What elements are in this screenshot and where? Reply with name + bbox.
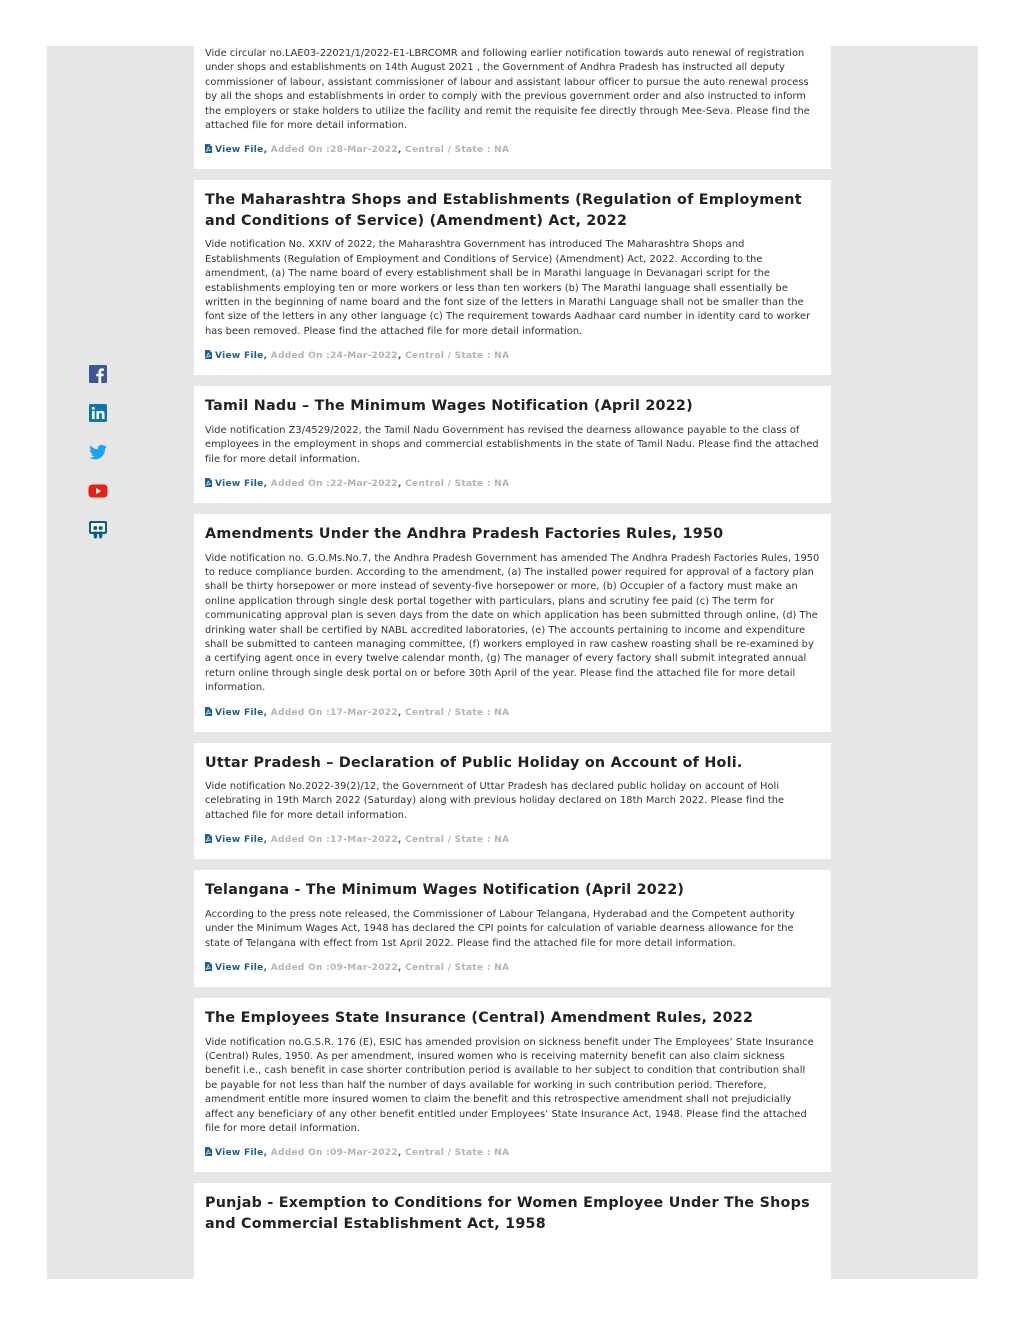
view-file-link[interactable] [205,708,264,718]
card-title: Tamil Nadu – The Minimum Wages Notification (April 2022) [205,398,693,415]
facebook-icon[interactable] [88,364,108,384]
meta-separator: , [397,1148,402,1159]
card-description: Vide notification Z3/4529/2022, the Tamil Nadu Government has revised the dearness allowance payable to the class of employees in the employment in shops and commercial establishments in the state of Tamil Nadu. Please find the attached file for more detail information. [205,424,819,465]
slideshare-icon[interactable] [88,520,108,540]
added-on-date: 22-Mar-2022 [330,479,398,489]
pdf-file-icon [205,708,215,718]
meta-separator: , [263,479,268,489]
pdf-file-icon [205,479,215,489]
card-description: Vide circular no.LAE03-22021/1/2022-E1-LBRCOMR and following earlier notification towards auto renewal of registration under shops and establishments on 14th August 2021 , the Government of Andhra Pradesh has instructed all deputy commissioner of labour, assistant commissioner of labour and assistant labour officer to pursue the auto renewal process by all the shops and establishments in order to comply with the previous government order and also instructed to inform the employers or stake holders to utilize the facility and remit the requisite fee directly through Mee-Seva. Please find the attached file for more detail information. [205,48,810,132]
view-file-label: View File [215,963,264,973]
view-file-link[interactable] [205,145,264,155]
meta-separator: , [263,707,268,718]
view-file-label: View File [215,835,264,846]
social-share-bar [88,364,110,559]
notification-card [194,386,831,503]
youtube-icon[interactable] [88,481,108,501]
view-file-label: View File [215,479,264,489]
card-description: Vide notification no.G.S.R. 176 (E), ESIC has amended provision on sickness benefit under The Employees’ State Insurance (Central) Rules, 1950. As per amendment, insured women who is receiving maternity benefit can also claim sickness benefit i.e., cash benefit in case shorter contribution period is available to her subject to condition that contribution shall be payable for not less than half the number of days available for working in such contribution period. Therefore, amendment entitle more insured women to claim the benefit and this retrospective amendment shall not prejudicially affect any beneficiary of any other benefit entitled under Employees’ State Insurance Act, 1948. Please find the attached file for more detail information. [205,1036,814,1134]
added-on-label: Added On : [270,835,331,846]
card-title: Punjab - Exemption to Conditions for Women Employee Under The Shops and Commercial Establishment Act, 1958 [205,1195,810,1232]
pdf-file-icon [205,351,215,361]
view-file-link[interactable] [205,835,264,845]
meta-separator: , [263,351,268,362]
scope-label: Central / State : NA [405,479,510,489]
added-on-date: 09-Mar-2022 [330,963,398,973]
linkedin-icon[interactable] [88,403,108,423]
view-file-label: View File [215,351,264,362]
scope-label: Central / State : NA [405,707,510,718]
card-title: Amendments Under the Andhra Pradesh Factories Rules, 1950 [205,526,724,542]
view-file-label: View File [215,707,264,718]
added-on-date: 17-Mar-2022 [330,835,398,846]
notification-card [194,514,831,732]
meta-separator: , [263,835,268,846]
card-title: The Employees State Insurance (Central) Amendment Rules, 2022 [205,1010,754,1026]
card-description: According to the press note released, the Commissioner of Labour Telangana, Hyderabad and the Competent authority under the Minimum Wages Act, 1948 has declared the CPI points for calculation of variable dearness allowance for the state of Telangana with effect from 1st April 2022. Please find the attached file for more detail information. [205,908,795,949]
meta-separator: , [397,707,402,718]
card-meta [205,350,820,375]
meta-separator: , [397,479,402,489]
card-meta [205,144,820,169]
view-file-link[interactable] [205,1148,264,1158]
card-meta [205,478,820,503]
notification-feed [194,46,831,1305]
meta-separator: , [397,145,402,156]
notification-card [194,1183,831,1294]
notification-card [194,870,831,987]
card-title: Telangana - The Minimum Wages Notification (April 2022) [205,882,685,899]
meta-separator: , [263,963,268,973]
notification-card [194,180,831,375]
added-on-date: 28-Mar-2022 [330,145,398,156]
card-meta [205,1147,820,1172]
meta-separator: , [397,835,402,846]
scope-label: Central / State : NA [405,145,510,156]
pdf-file-icon [205,835,215,845]
meta-separator: , [397,963,402,973]
scope-label: Central / State : NA [405,963,510,973]
added-on-label: Added On : [270,707,331,718]
notification-card [194,46,831,169]
pdf-file-icon [205,1148,215,1158]
pdf-file-icon [205,145,215,155]
scope-label: Central / State : NA [405,1148,510,1159]
view-file-label: View File [215,1148,264,1159]
card-title: The Maharashtra Shops and Establishments (Regulation of Employment and Conditions of Service) (Amendment) Act, 2022 [205,192,802,229]
added-on-date: 09-Mar-2022 [330,1148,398,1159]
added-on-label: Added On : [270,963,331,973]
card-description: Vide notification No.2022-39(2)/12, the Government of Uttar Pradesh has declared public holiday on account of Holi celebrating in 19th March 2022 (Saturday) along with previous holiday declared on 18th March 2022. Please find the attached file for more detail information. [205,781,785,821]
pdf-file-icon [205,963,215,973]
scope-label: Central / State : NA [405,835,510,846]
notification-card [194,743,831,860]
added-on-label: Added On : [270,1148,331,1159]
view-file-link[interactable] [205,479,264,489]
notification-card [194,998,831,1172]
added-on-label: Added On : [270,145,331,156]
added-on-date: 17-Mar-2022 [330,707,398,718]
card-meta [205,707,820,732]
card-meta [205,834,820,859]
meta-separator: , [397,351,402,362]
added-on-label: Added On : [270,351,331,362]
meta-separator: , [263,1148,268,1159]
meta-separator: , [263,145,268,156]
scope-label: Central / State : NA [405,351,510,362]
card-meta [205,962,820,987]
view-file-link[interactable] [205,963,264,973]
added-on-date: 24-Mar-2022 [330,351,398,362]
view-file-link[interactable] [205,351,264,361]
added-on-label: Added On : [270,479,331,489]
card-description: Vide notification No. XXIV of 2022, the Maharashtra Government has introduced The Maharashtra Shops and Establishments (Regulation of Employment and Conditions of Service) (Amendment) Act, 2022. According to the amendment, (a) The name board of every establishment shall be in Marathi language in Devanagari script for the establishments employing ten or more workers or less than ten workers (b) The Marathi language shall essentially be written in the beginning of name board and the font size of the letters in Marathi Language shall not be smaller than the font size of the letters in any other language (c) The requirement towards Aadhaar card number in identity card to worker has been removed. Please find the attached file for more detail information. [205,239,811,337]
card-description: Vide notification no. G.O.Ms.No.7, the Andhra Pradesh Government has amended The Andhra Pradesh Factories Rules, 1950 to reduce compliance burden. According to the amendment, (a) The installed power required for approval of a factory plan shall be thirty horsepower or more instead of seventy-five horsepower or more, (b) Occupier of a factory must make an online application through single desk portal together with particulars, plans and scrutiny fee paid (c) The term for communicating approval plan is seven days from the date on which application has been submitted through online, (d) The drinking water shall be certified by NABL accredited laboratories, (e) The accounts pertaining to income and expenditure shall be submitted to canteen managing committee, (f) workers employed in raw cashew roasting shall be re-examined by a certifying agent once in every twelve calendar month, (g) The manager of every factory shall submit integrated annual return online through single desk portal on or before 30th April of the year. Please find the attached file for more detail information. [205,552,820,694]
view-file-label: View File [215,145,264,156]
card-title: Uttar Pradesh – Declaration of Public Holiday on Account of Holi. [205,754,743,771]
twitter-icon[interactable] [88,442,108,462]
